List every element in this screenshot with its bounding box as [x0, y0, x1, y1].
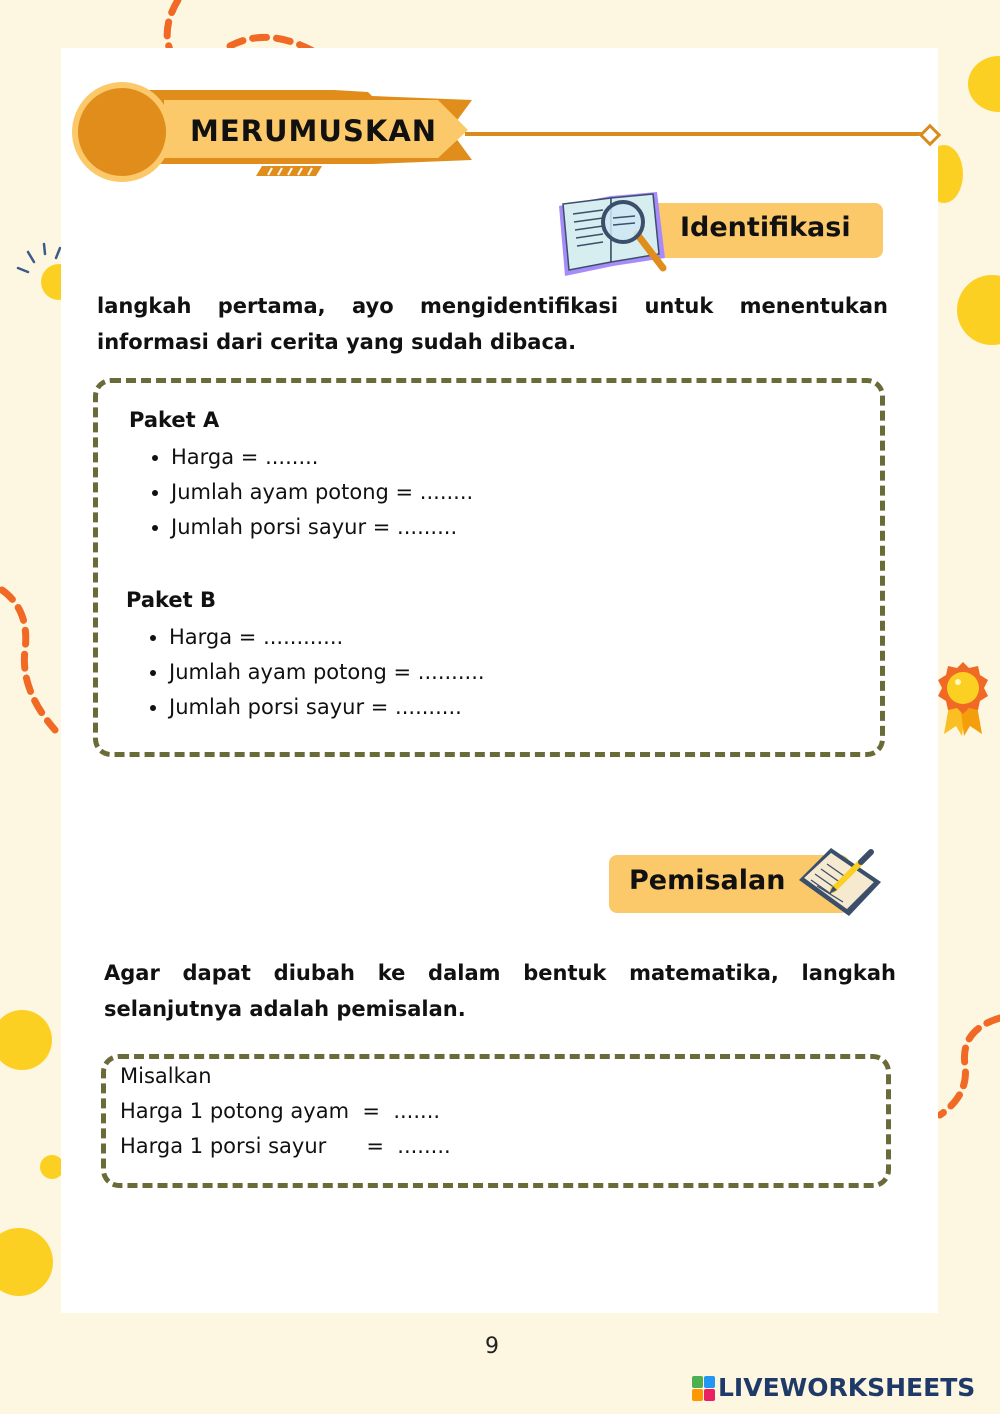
- list-item: • Jumlah ayam potong = ........: [171, 475, 473, 510]
- identifikasi-label: Identifikasi: [628, 203, 883, 258]
- liveworksheets-logo-icon: [692, 1376, 716, 1402]
- misalkan-heading: Misalkan: [120, 1064, 212, 1088]
- misal-line-ayam: Harga 1 potong ayam = .......: [120, 1099, 441, 1123]
- decorative-dot: [0, 1010, 52, 1070]
- notebook-pen-icon: [795, 840, 883, 918]
- decorative-dot: [968, 56, 1000, 112]
- brand-wordmark: LIVEWORKSHEETS: [718, 1373, 976, 1402]
- list-item: • Jumlah porsi sayur = .........: [171, 510, 473, 545]
- page-number: 9: [485, 1334, 499, 1359]
- list-item: • Harga = ............: [169, 620, 485, 655]
- decorative-dashed-curve-left: [0, 580, 70, 740]
- pemisalan-intro: Agar dapat diubah ke dalam bentuk matematika, langkah selanjutnya adalah pemisalan.: [104, 961, 896, 1021]
- list-item: • Jumlah porsi sayur = ..........: [169, 690, 485, 725]
- banner-rule: [465, 132, 927, 136]
- award-badge-icon: [936, 660, 990, 738]
- book-magnifier-icon: [553, 188, 671, 276]
- decorative-dot: [957, 275, 1000, 345]
- misal-line-sayur: Harga 1 porsi sayur = ........: [120, 1134, 451, 1158]
- paket-a-list: [146, 440, 473, 545]
- identifikasi-intro: langkah pertama, ayo mengidentifikasi untuk menentukan informasi dari cerita yang sudah dibaca.: [97, 294, 888, 354]
- list-item: • Jumlah ayam potong = ..........: [169, 655, 485, 690]
- decorative-dashed-curve-right: [935, 1010, 1000, 1120]
- paket-b-list: [144, 620, 485, 725]
- list-item: • Harga = ........: [171, 440, 473, 475]
- pemisalan-label: Pemisalan: [609, 855, 849, 913]
- decorative-dot: [0, 1228, 53, 1296]
- paket-b-title: Paket B: [126, 588, 216, 612]
- paket-a-title: Paket A: [129, 408, 220, 432]
- section-title: MERUMUSKAN: [190, 114, 438, 148]
